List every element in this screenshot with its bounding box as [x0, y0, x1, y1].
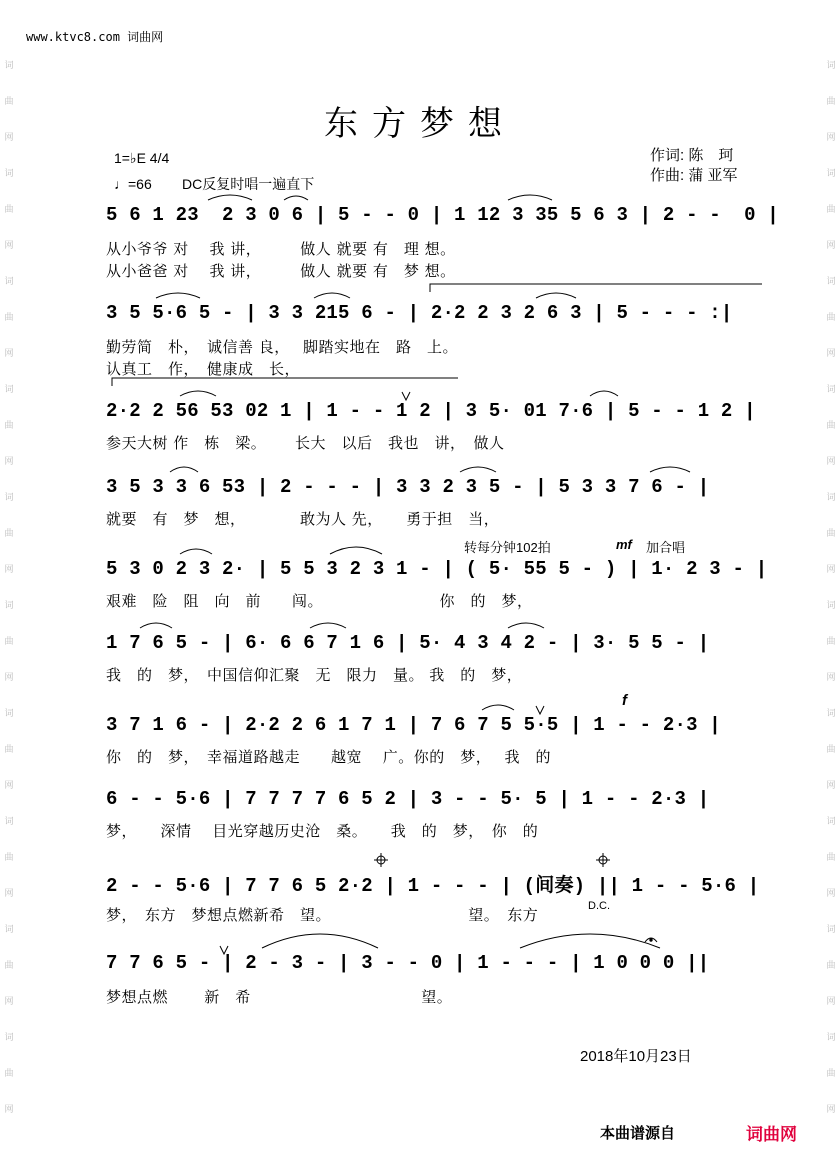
fermata-dot — [650, 939, 652, 941]
lyrics-line-1-verse-2: 从小爸爸 对 我 讲， 做人 就要 有 梦 想。 — [106, 262, 456, 280]
watermark-char: 网 — [4, 780, 14, 790]
lyrics-line-10: 梦想点燃 新 希 望。 — [106, 988, 453, 1006]
slur — [536, 293, 576, 298]
slur — [284, 196, 308, 200]
tempo-change-note: 转每分钟102拍 — [464, 540, 551, 555]
watermark-char: 网 — [4, 996, 14, 1006]
watermark-char: 词 — [4, 276, 14, 286]
watermark-right — [824, 60, 838, 1114]
watermark-char: 词 — [826, 168, 836, 178]
watermark-char: 网 — [4, 348, 14, 358]
watermark-char: 词 — [826, 276, 836, 286]
watermark-char: 词 — [826, 492, 836, 502]
notes-line-9: 2 - - 5·6 | 7 7 6 5 2·2 | 1 - - - | (间奏) || 1 - - 5·6 | — [106, 875, 760, 897]
watermark-char: 网 — [826, 672, 836, 682]
site-url: www.ktvc8.com 词曲网 — [26, 30, 164, 44]
lyrics-line-8: 梦， 深情 目光穿越历史沧 桑。 我 的 梦， 你 的 — [106, 822, 539, 840]
watermark-char: 网 — [826, 780, 836, 790]
breath-mark — [402, 392, 410, 400]
watermark-char: 曲 — [4, 960, 14, 970]
slur — [520, 934, 660, 948]
watermark-char: 曲 — [4, 312, 14, 322]
notes-line-7: 3 7 1 6 - | 2·2 2 6 1 7 1 | 7 6 7 5 5·5 | 1 - - 2·3 | — [106, 714, 721, 736]
watermark-char: 曲 — [826, 744, 836, 754]
notes-line-1: 5 6 1 23 2 3 0 6 | 5 - - 0 | 1 12 3 35 5 6 3 | 2 - - 0 | — [106, 204, 779, 226]
watermark-char: 曲 — [4, 744, 14, 754]
breath-mark — [536, 706, 544, 714]
watermark-char: 网 — [4, 1104, 14, 1114]
fermata-arc — [645, 938, 657, 942]
watermark-char: 词 — [826, 1032, 836, 1042]
watermark-char: 曲 — [826, 420, 836, 430]
watermark-char: 曲 — [826, 528, 836, 538]
slur — [650, 467, 690, 472]
slur — [508, 623, 544, 628]
lyrics-line-5: 艰难 险 阻 向 前 闯。 你 的 梦， — [106, 592, 533, 610]
composer: 作曲: 蒲 亚军 — [650, 167, 738, 184]
dynamic-mf: mf — [616, 537, 632, 552]
watermark-char: 网 — [826, 564, 836, 574]
watermark-char: 网 — [4, 564, 14, 574]
date: 2018年10月23日 — [580, 1048, 692, 1065]
volta-2 — [112, 378, 458, 386]
lyrics-line-2-verse-1: 勤劳简 朴， 诚信善 良， 脚踏实地在 路 上。 — [106, 338, 459, 356]
dc-note: DC反复时唱一遍直下 — [182, 176, 315, 192]
slur — [590, 391, 618, 396]
watermark-char: 词 — [4, 600, 14, 610]
watermark-char: 网 — [826, 240, 836, 250]
lyrics-line-3: 参天大树 作 栋 梁。 长大 以后 我也 讲， 做人 — [106, 434, 505, 452]
watermark-char: 曲 — [4, 852, 14, 862]
watermark-char: 曲 — [4, 420, 14, 430]
notes-line-6: 1 7 6 5 - | 6· 6 6 7 1 6 | 5· 4 3 4 2 - | 3· 5 5 - | — [106, 632, 710, 654]
chorus-note: 加合唱 — [646, 540, 686, 555]
brand-logo: 词曲网 — [746, 1125, 797, 1144]
watermark-char: 网 — [4, 240, 14, 250]
page-title: 东方梦想 — [324, 104, 516, 144]
watermark-char: 词 — [4, 816, 14, 826]
watermark-char: 网 — [4, 132, 14, 142]
slur — [314, 293, 350, 298]
watermark-char: 网 — [826, 996, 836, 1006]
dynamic-f: f — [622, 692, 627, 709]
watermark-char: 曲 — [4, 204, 14, 214]
notes-line-4: 3 5 3 3 6 53 | 2 - - - | 3 3 2 3 5 - | 5 3 3 7 6 - | — [106, 476, 710, 498]
slur — [262, 934, 378, 948]
lyrics-line-4: 就要 有 梦 想， 敢为人 先， 勇于担 当， — [106, 510, 500, 528]
volta-1 — [430, 284, 762, 292]
watermark-char: 曲 — [826, 312, 836, 322]
watermark-char: 曲 — [826, 1068, 836, 1078]
watermark-char: 曲 — [826, 960, 836, 970]
watermark-char: 词 — [4, 60, 14, 70]
watermark-char: 曲 — [826, 852, 836, 862]
watermark-char: 词 — [826, 924, 836, 934]
notes-line-5: 5 3 0 2 3 2· | 5 5 3 2 3 1 - | ( 5· 55 5 - ) | 1· 2 3 - | — [106, 558, 768, 580]
watermark-char: 网 — [826, 348, 836, 358]
slur — [180, 549, 212, 554]
notes-line-10: 7 7 6 5 - | 2 - 3 - | 3 - - 0 | 1 - - - | 1 0 0 0 || — [106, 952, 710, 974]
dc-mark: D.C. — [588, 900, 610, 912]
lyrics-line-6: 我 的 梦， 中国信仰汇聚 无 限力 量。 我 的 梦， — [106, 666, 523, 684]
slur — [482, 705, 514, 710]
notes-line-8: 6 - - 5·6 | 7 7 7 7 6 5 2 | 3 - - 5· 5 | 1 - - 2·3 | — [106, 788, 710, 810]
slur — [310, 623, 346, 628]
watermark-char: 网 — [826, 132, 836, 142]
watermark-char: 网 — [4, 456, 14, 466]
watermark-char: 词 — [826, 816, 836, 826]
coda-sign-1 — [377, 856, 385, 864]
lyrics-line-1-verse-1: 从小爷爷 对 我 讲， 做人 就要 有 理 想。 — [106, 240, 456, 258]
lyrics-line-7: 你 的 梦， 幸福道路越走 越宽 广。你的 梦， 我 的 — [106, 748, 552, 766]
coda-marks — [374, 853, 610, 867]
watermark-char: 词 — [4, 168, 14, 178]
slur — [330, 547, 382, 554]
watermark-char: 曲 — [4, 1068, 14, 1078]
watermark-char: 曲 — [826, 204, 836, 214]
watermark-char: 网 — [826, 456, 836, 466]
watermark-char: 曲 — [4, 96, 14, 106]
watermark-char: 网 — [826, 1104, 836, 1114]
watermark-char: 词 — [826, 60, 836, 70]
lyricist: 作词: 陈 珂 — [650, 147, 734, 164]
watermark-char: 词 — [826, 384, 836, 394]
watermark-char: 词 — [4, 492, 14, 502]
watermark-char: 曲 — [4, 528, 14, 538]
fermata-mark — [645, 938, 657, 942]
watermark-char: 曲 — [4, 636, 14, 646]
slur — [140, 623, 172, 628]
notes-line-3: 2·2 2 56 53 02 1 | 1 - - 1 2 | 3 5· 01 7·6 | 5 - - 1 2 | — [106, 400, 756, 422]
coda-sign-2 — [599, 856, 607, 864]
slur — [208, 195, 252, 200]
lyrics-line-2-verse-2: 认真工 作， 健康成 长， — [106, 360, 301, 378]
watermark-char: 词 — [4, 924, 14, 934]
watermark-char: 网 — [4, 672, 14, 682]
slur — [170, 467, 198, 472]
watermark-char: 词 — [4, 1032, 14, 1042]
slur — [508, 195, 552, 200]
watermark-char: 词 — [826, 708, 836, 718]
watermark-char: 词 — [4, 708, 14, 718]
tempo-mark: ♩=66 — [114, 176, 152, 192]
source-label: 本曲谱源自 — [600, 1125, 676, 1142]
slur — [156, 293, 200, 298]
watermark-char: 网 — [4, 888, 14, 898]
watermark-char: 曲 — [826, 96, 836, 106]
slur — [460, 467, 496, 472]
slur — [180, 391, 216, 396]
watermark-char: 曲 — [826, 636, 836, 646]
lyrics-line-9: 梦， 东方 梦想点燃新希 望。 望。 东方 — [106, 906, 539, 924]
watermark-left — [2, 60, 16, 1114]
watermark-char: 词 — [4, 384, 14, 394]
credits — [650, 146, 738, 186]
notes-line-2: 3 5 5·6 5 - | 3 3 215 6 - | 2·2 2 3 2 6 3 | 5 - - - :| — [106, 302, 733, 324]
watermark-char: 网 — [826, 888, 836, 898]
key-signature: 1=♭E 4/4 — [114, 150, 170, 166]
watermark-char: 词 — [826, 600, 836, 610]
